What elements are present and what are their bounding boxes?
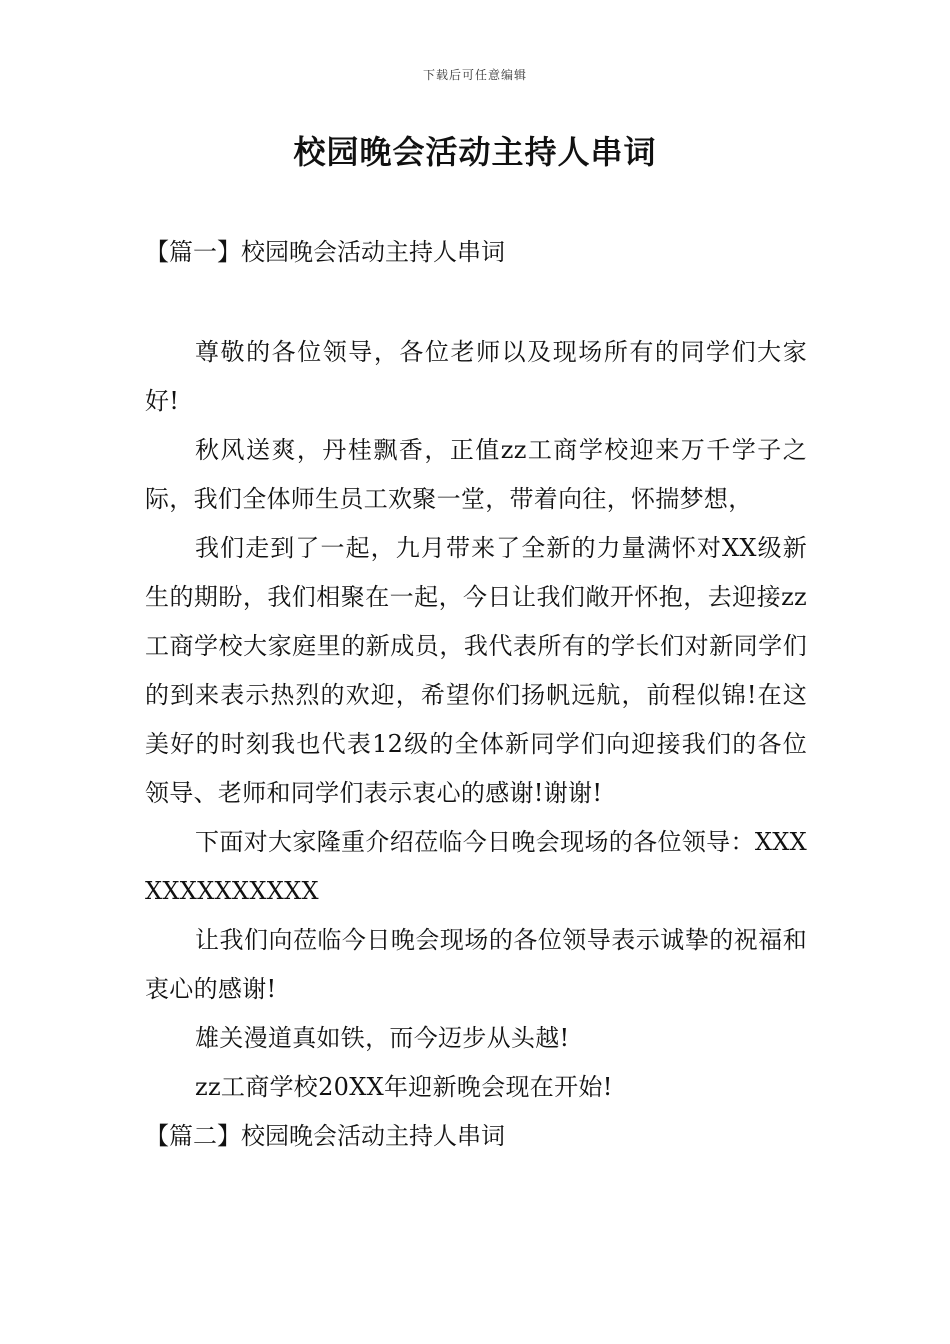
paragraph-autumn: 秋风送爽，丹桂飘香，正值zz工商学校迎来万千学子之际，我们全体师生员工欢聚一堂，带着向往，怀揣梦想， (145, 436, 807, 513)
document-title: 校园晚会活动主持人串词 (293, 133, 657, 171)
paragraph-thanks: 让我们向莅临今日晚会现场的各位领导表示诚挚的祝福和衷心的感谢! (145, 926, 807, 1003)
document-body (145, 228, 807, 1161)
paragraph-poem: 雄关漫道真如铁，而今迈步从头越! (195, 1024, 570, 1052)
header-note: 下载后可任意编辑 (422, 68, 527, 82)
section-heading-2: 【篇二】校园晚会活动主持人串词 (145, 1122, 505, 1150)
paragraph-welcome: 我们走到了一起，九月带来了全新的力量满怀对XX级新生的期盼，我们相聚在一起，今日让我们敞开怀抱，去迎接zz工商学校大家庭里的新成员，我代表所有的学长们对新同学们的到来表示热烈的欢迎，希望你们扬帆远航，前程似锦!在这美好的时刻我也代表12级的全体新同学们向迎接我们的各位领导、老师和同学们表示衷心的感谢!谢谢! (145, 534, 807, 807)
paragraph-introduce-leaders: 下面对大家隆重介绍莅临今日晚会现场的各位领导：XXXXXXXXXXXXX (145, 828, 807, 905)
paragraph-opening: zz工商学校20XX年迎新晚会现在开始! (195, 1073, 613, 1101)
paragraph-greeting: 尊敬的各位领导，各位老师以及现场所有的同学们大家好! (145, 338, 807, 415)
section-heading-1: 【篇一】校园晚会活动主持人串词 (145, 238, 505, 266)
